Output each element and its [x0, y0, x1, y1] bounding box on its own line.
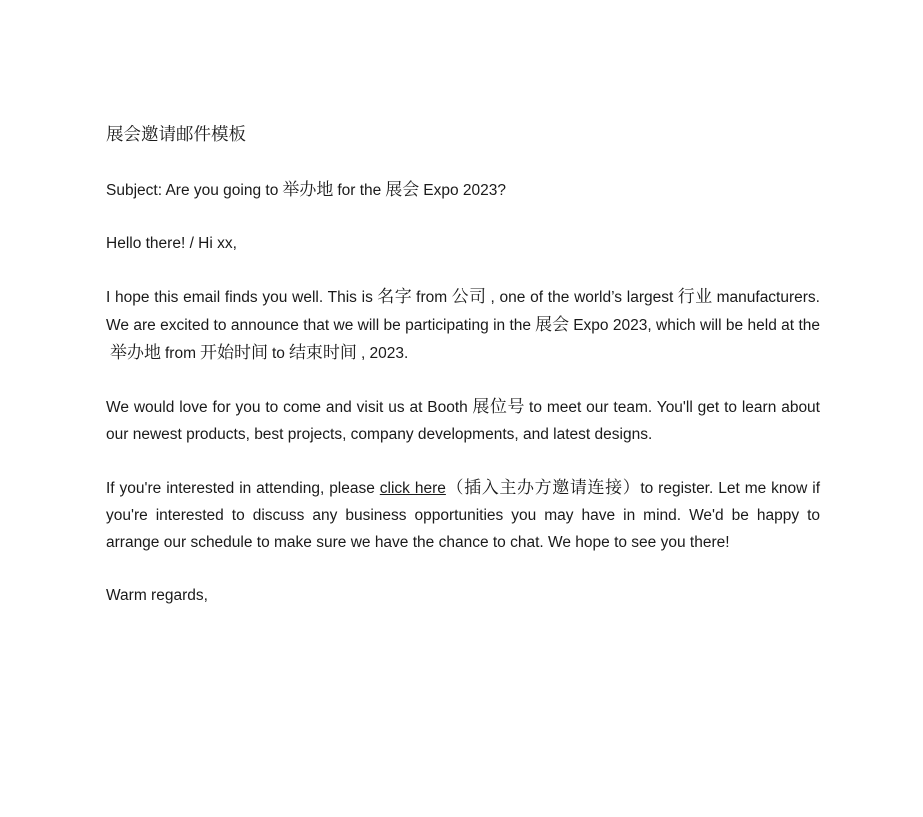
- subject-line: [106, 176, 820, 204]
- para1-text-4: manufacturers. We are excited to announce that we will be participating in the: [106, 289, 820, 334]
- para1-text-2: from: [416, 289, 448, 306]
- subject-place: 举办地: [282, 180, 334, 199]
- para2-booth: 展位号: [471, 397, 526, 416]
- register-link-note: （插入主办方邀请连接）: [445, 478, 641, 497]
- subject-mid: for the: [337, 182, 382, 199]
- email-template-document: [106, 120, 820, 609]
- para1-expo-name: 展会: [535, 315, 570, 334]
- para1-name: 名字: [376, 287, 413, 306]
- paragraph-booth: [106, 393, 820, 448]
- subject-prefix: Subject: Are you going to: [106, 182, 279, 199]
- para1-place: 举办地: [110, 343, 161, 362]
- para2-text-2: to meet our team. You'll get to learn about our newest products, best projects, company developments, and latest designs.: [106, 399, 820, 443]
- subject-suffix: Expo 2023?: [423, 182, 507, 199]
- para1-company: 公司: [451, 287, 487, 306]
- para1-text-6: from: [165, 345, 196, 362]
- para3-text-1: If you're interested in attending, please: [106, 480, 380, 497]
- para1-text-5: Expo 2023, which will be held at the: [573, 317, 821, 334]
- para1-text-8: , 2023.: [360, 345, 409, 362]
- subject-expo-name: 展会: [385, 180, 420, 199]
- para2-text-1: We would love for you to come and visit us at Booth: [106, 399, 468, 416]
- document-title: 展会邀请邮件模板: [106, 124, 246, 144]
- closing: Warm regards,: [106, 587, 208, 604]
- para1-end-time: 结束时间: [288, 343, 357, 362]
- paragraph-intro: [106, 283, 820, 367]
- para1-text-1: I hope this email finds you well. This is: [106, 289, 373, 306]
- paragraph-registration: [106, 474, 820, 556]
- register-link[interactable]: click here: [379, 480, 446, 497]
- para1-industry: 行业: [677, 287, 713, 306]
- para3-text-2: to register. Let me know if you're interested to discuss any business opportunities you may have in mind. We'd be happy to arrange our schedule to make sure we have the chance to chat. We hope to see you there!: [106, 480, 821, 551]
- para1-text-7: to: [272, 345, 285, 362]
- para1-text-3: , one of the world’s largest: [490, 289, 674, 306]
- greeting: Hello there! / Hi xx,: [106, 235, 237, 252]
- para1-start-time: 开始时间: [200, 343, 268, 362]
